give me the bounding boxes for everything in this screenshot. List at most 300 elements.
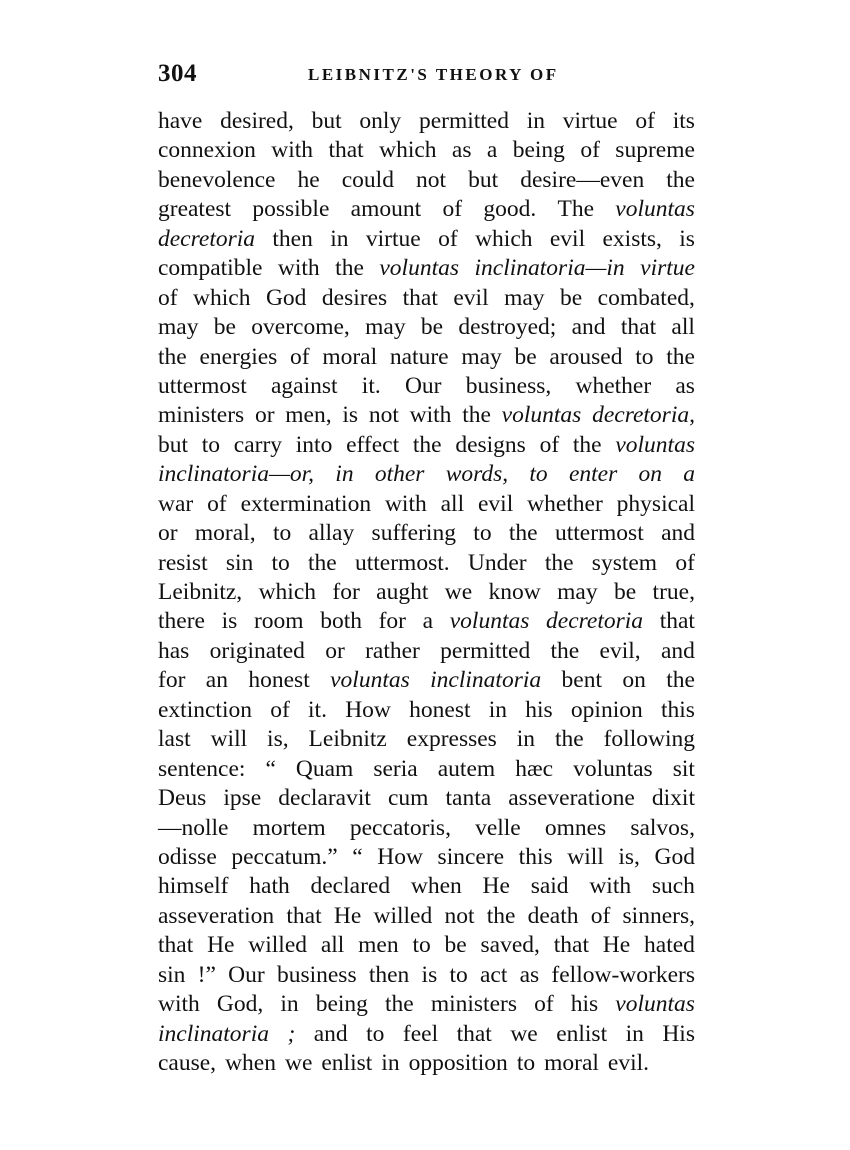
word: may: [557, 579, 598, 605]
word: or: [254, 402, 275, 429]
text-line: [158, 313, 695, 342]
word: we: [444, 579, 473, 605]
word: sinners,: [622, 902, 695, 929]
word: being: [512, 137, 565, 164]
word: it.: [361, 372, 381, 399]
word: himself: [158, 873, 229, 900]
word: know: [488, 579, 541, 605]
word: permitted: [440, 637, 531, 664]
word: Deus: [158, 785, 207, 812]
word: then: [368, 961, 410, 988]
word: and: [571, 314, 606, 341]
page-header: [158, 60, 698, 94]
word: the: [308, 549, 337, 576]
word: with: [589, 873, 632, 900]
word: for: [332, 579, 360, 605]
word: or: [325, 637, 345, 664]
word: with: [277, 255, 320, 282]
text-line: [158, 931, 695, 960]
word: that: [553, 932, 589, 959]
word: moral,: [194, 520, 256, 547]
word: which: [475, 225, 533, 252]
word: is: [679, 225, 695, 252]
word: to: [271, 549, 290, 576]
word: men: [358, 932, 399, 959]
word: on: [638, 461, 662, 488]
word: peccatoris,: [349, 814, 451, 841]
word: in: [330, 225, 349, 252]
text-line: [158, 254, 695, 283]
word: of: [158, 284, 178, 311]
word: be: [560, 284, 583, 311]
word: men,: [285, 402, 332, 429]
word: as: [675, 372, 695, 399]
word: with: [271, 137, 314, 164]
word: against: [271, 372, 338, 399]
word: compatible: [158, 255, 263, 282]
word: evil: [549, 225, 586, 252]
word: to: [449, 961, 468, 988]
word: permitted: [418, 108, 509, 134]
word: business: [276, 961, 357, 988]
word: the: [666, 343, 695, 370]
word: in: [625, 1020, 644, 1047]
word: to: [529, 461, 548, 488]
word: or: [158, 520, 178, 547]
word: ministers: [430, 991, 517, 1018]
word: all: [320, 932, 345, 959]
word: hath: [249, 873, 290, 900]
word: extinction: [158, 696, 252, 723]
word: is: [421, 961, 438, 988]
text-line: [158, 725, 695, 754]
word: room: [253, 608, 304, 635]
word: combated,: [597, 284, 695, 311]
running-head: LEIBNITZ'S THEORY OF: [308, 65, 559, 84]
word: other: [374, 461, 425, 488]
word: enter: [568, 461, 618, 488]
word: when: [225, 1050, 276, 1076]
word: supreme: [615, 137, 695, 164]
page-number: 304: [158, 60, 197, 87]
word: hated: [644, 932, 695, 959]
word: designs: [455, 431, 526, 458]
word: declaravit: [278, 785, 371, 812]
word: the: [385, 991, 414, 1018]
word: inclinatoria—in: [474, 255, 625, 282]
text-line: [158, 549, 695, 578]
word: which: [258, 579, 316, 605]
word: !”: [197, 961, 216, 988]
word: voluntas: [501, 402, 582, 429]
word: to: [635, 343, 654, 370]
text-line: [158, 990, 695, 1019]
word: energies: [199, 343, 278, 370]
word: voluntas: [615, 991, 695, 1018]
word: God,: [216, 991, 264, 1018]
text-line: [158, 666, 695, 695]
word: allay: [308, 520, 355, 547]
word: of: [675, 549, 695, 576]
word: willed: [373, 902, 433, 929]
word: as: [519, 961, 540, 988]
word: the: [335, 255, 364, 282]
text-line: [158, 696, 695, 725]
text-line: [158, 961, 695, 990]
word: has: [158, 637, 190, 664]
word: inclinatoria: [158, 1020, 269, 1047]
word: Our: [404, 372, 442, 399]
word: this: [518, 843, 553, 870]
word: when: [410, 873, 462, 900]
word: of: [438, 225, 458, 252]
word: voluntas: [615, 431, 695, 458]
word: voluntas: [615, 196, 695, 223]
word: He: [602, 932, 631, 959]
word: in: [280, 991, 299, 1018]
text-line: [158, 872, 695, 901]
word: not: [368, 402, 399, 429]
word: How: [377, 843, 423, 870]
word: sit: [672, 755, 695, 782]
word: of: [290, 343, 310, 370]
word: good.: [483, 196, 537, 223]
word: expresses: [406, 726, 497, 753]
word: aroused: [549, 343, 623, 370]
word: for: [378, 608, 407, 635]
word: in: [526, 108, 546, 134]
word: enlist: [556, 1020, 608, 1047]
word: to: [201, 431, 221, 458]
body-text: [158, 107, 695, 1078]
word: true,: [652, 579, 695, 605]
word: but: [311, 108, 342, 134]
text-line: [158, 755, 695, 784]
word: the: [666, 166, 695, 193]
word: His: [662, 1020, 695, 1047]
word: Our: [228, 961, 265, 988]
word: and: [313, 1020, 348, 1047]
word: in: [381, 1050, 400, 1076]
word: decretoria: [546, 608, 644, 635]
word: may: [461, 343, 502, 370]
word: in: [488, 696, 508, 723]
word: desires: [321, 284, 388, 311]
word: virtue: [562, 108, 618, 134]
word: voluntas: [379, 255, 460, 282]
word: opinion: [570, 696, 643, 723]
word: it.: [308, 696, 327, 723]
word: fellow-workers: [551, 961, 695, 988]
word: will: [210, 726, 248, 753]
word: destroyed;: [458, 314, 557, 341]
word: amount: [350, 196, 422, 223]
word: be: [420, 314, 444, 341]
word: is: [221, 608, 238, 635]
word: tanta: [445, 785, 492, 812]
word: originated: [209, 637, 305, 664]
word: the: [666, 667, 695, 694]
text-line: [158, 578, 695, 607]
word: but: [468, 166, 499, 193]
word: benevolence: [158, 166, 276, 193]
word: as: [451, 137, 472, 164]
word: with: [409, 402, 452, 429]
word: decretoria,: [592, 402, 695, 429]
word: the: [158, 343, 187, 370]
word: he: [297, 166, 320, 193]
word: ipse: [223, 785, 262, 812]
word: last: [158, 726, 191, 753]
word: greatest: [158, 196, 232, 223]
word: to: [516, 1050, 536, 1076]
word: uttermost.: [354, 549, 450, 576]
word: sin: [225, 549, 254, 576]
word: which: [379, 137, 437, 164]
word: words,: [445, 461, 509, 488]
text-line: [158, 372, 695, 401]
word: not: [444, 902, 475, 929]
word: whether: [575, 372, 652, 399]
word: to: [473, 520, 492, 547]
word: but: [158, 431, 189, 458]
word: He: [482, 873, 510, 900]
word: system: [591, 549, 658, 576]
word: odisse: [158, 843, 217, 870]
word: saved,: [480, 932, 540, 959]
word: uttermost: [158, 372, 247, 399]
word: be: [213, 314, 236, 341]
word: war: [158, 490, 194, 517]
word: “: [352, 843, 363, 870]
word: carry: [233, 431, 283, 458]
word: and: [660, 637, 695, 664]
word: that: [402, 284, 438, 311]
word: is: [342, 402, 359, 429]
word: in: [335, 461, 354, 488]
word: opposition: [408, 1050, 508, 1076]
word: evil: [477, 490, 514, 517]
text-line: [158, 460, 695, 489]
word: we: [510, 1020, 538, 1047]
word: all: [440, 490, 465, 517]
word: an: [205, 667, 228, 694]
word: God: [654, 843, 695, 870]
word: Under: [467, 549, 527, 576]
word: seria: [373, 755, 418, 782]
word: resist: [158, 549, 208, 576]
word: the: [412, 431, 442, 458]
word: to: [412, 932, 431, 959]
word: feel: [402, 1020, 439, 1047]
text-line: [158, 1020, 695, 1049]
word: He: [207, 932, 235, 959]
word: we: [284, 1050, 313, 1076]
word: this: [660, 696, 695, 723]
word: that: [620, 314, 657, 341]
word: will: [567, 843, 604, 870]
word: the: [462, 402, 491, 429]
text-line: [158, 284, 695, 313]
word: connexion: [158, 137, 256, 164]
word: which: [193, 284, 251, 311]
word: only: [359, 108, 402, 134]
word: enlist: [321, 1050, 373, 1076]
word: his: [570, 991, 599, 1018]
word: of: [534, 991, 554, 1018]
text-line: [158, 225, 695, 254]
word: suffering: [371, 520, 456, 547]
word: a: [683, 461, 695, 488]
word: the: [550, 637, 580, 664]
text-line: [158, 784, 695, 813]
word: is,: [267, 726, 289, 753]
word: decretoria: [158, 225, 256, 252]
word: sin: [158, 961, 186, 988]
word: ministers: [158, 402, 245, 429]
word: hæc: [515, 755, 554, 782]
word: extermination: [240, 490, 372, 517]
text-line: [158, 1049, 695, 1078]
word: that: [456, 1020, 492, 1047]
text-line: [158, 431, 695, 460]
word: both: [320, 608, 362, 635]
word: rather: [365, 637, 420, 664]
word: declared: [310, 873, 391, 900]
word: “: [265, 755, 276, 782]
word: voluntas: [573, 755, 653, 782]
word: Quam: [295, 755, 354, 782]
word: that: [158, 932, 194, 959]
word: cause,: [158, 1050, 217, 1076]
word: ;: [287, 1020, 296, 1047]
word: moral: [544, 1050, 599, 1076]
text-line: [158, 843, 695, 872]
word: voluntas: [449, 608, 530, 635]
word: evil.: [607, 1050, 650, 1076]
text-line: [158, 195, 695, 224]
word: be: [514, 343, 537, 370]
text-line: [158, 136, 695, 165]
word: honest: [248, 667, 310, 694]
word: honest: [409, 696, 471, 723]
word: that: [286, 902, 322, 929]
word: overcome,: [251, 314, 350, 341]
word: uttermost: [554, 520, 644, 547]
word: evil,: [599, 637, 641, 664]
word: sincere: [437, 843, 505, 870]
word: with: [158, 991, 200, 1018]
word: —nolle: [158, 814, 229, 841]
word: asseveratione: [508, 785, 635, 812]
word: of: [580, 137, 600, 164]
word: desired,: [220, 108, 294, 134]
word: physical: [616, 490, 695, 517]
word: a: [422, 608, 434, 635]
word: willed: [248, 932, 308, 959]
word: on: [622, 667, 646, 694]
word: for: [158, 667, 186, 694]
word: to: [272, 520, 292, 547]
word: may: [504, 284, 545, 311]
word: that: [659, 608, 695, 635]
word: business,: [465, 372, 552, 399]
word: that: [328, 137, 364, 164]
word: exists,: [602, 225, 662, 252]
word: its: [672, 108, 695, 134]
word: a: [486, 137, 498, 164]
word: cum: [387, 785, 429, 812]
word: salvos,: [630, 814, 695, 841]
text-line: [158, 814, 695, 843]
word: effect: [346, 431, 400, 458]
word: of: [590, 902, 611, 929]
word: desire—even: [520, 166, 645, 193]
word: He: [333, 902, 362, 929]
word: then: [272, 225, 313, 252]
word: may: [365, 314, 406, 341]
word: is,: [618, 843, 640, 870]
word: virtue: [640, 255, 695, 282]
word: be: [613, 579, 637, 605]
word: The: [557, 196, 595, 223]
word: the: [544, 549, 574, 576]
word: of: [207, 490, 227, 517]
word: could: [341, 166, 394, 193]
text-line: [158, 166, 695, 195]
word: asseveration: [158, 902, 275, 929]
word: of: [270, 696, 290, 723]
text-line: [158, 519, 695, 548]
word: omnes: [544, 814, 607, 841]
text-line: [158, 902, 695, 931]
word: the: [554, 726, 584, 753]
text-line: [158, 343, 695, 372]
word: in: [516, 726, 536, 753]
word: voluntas: [330, 667, 410, 694]
word: How: [345, 696, 391, 723]
word: virtue: [365, 225, 421, 252]
word: not: [416, 166, 447, 193]
word: God: [265, 284, 307, 311]
word: said: [530, 873, 569, 900]
word: aught: [376, 579, 429, 605]
word: evil: [453, 284, 489, 311]
word: Leibnitz: [308, 726, 387, 753]
word: may: [158, 314, 199, 341]
word: have: [158, 108, 203, 134]
text-line: [158, 490, 695, 519]
word: death: [527, 902, 579, 929]
word: being: [315, 991, 368, 1018]
word: following: [603, 726, 695, 753]
word: velle: [475, 814, 521, 841]
word: bent: [561, 667, 602, 694]
text-line: [158, 607, 695, 636]
word: all: [671, 314, 695, 341]
word: Leibnitz,: [158, 579, 243, 605]
word: into: [295, 431, 333, 458]
word: with: [384, 490, 427, 517]
word: of: [442, 196, 463, 223]
word: be: [444, 932, 467, 959]
word: there: [158, 608, 205, 635]
text-line: [158, 637, 695, 666]
word: of: [539, 431, 560, 458]
word: of: [635, 108, 655, 134]
word: inclinatoria—or,: [158, 461, 315, 488]
text-line: [158, 107, 695, 136]
